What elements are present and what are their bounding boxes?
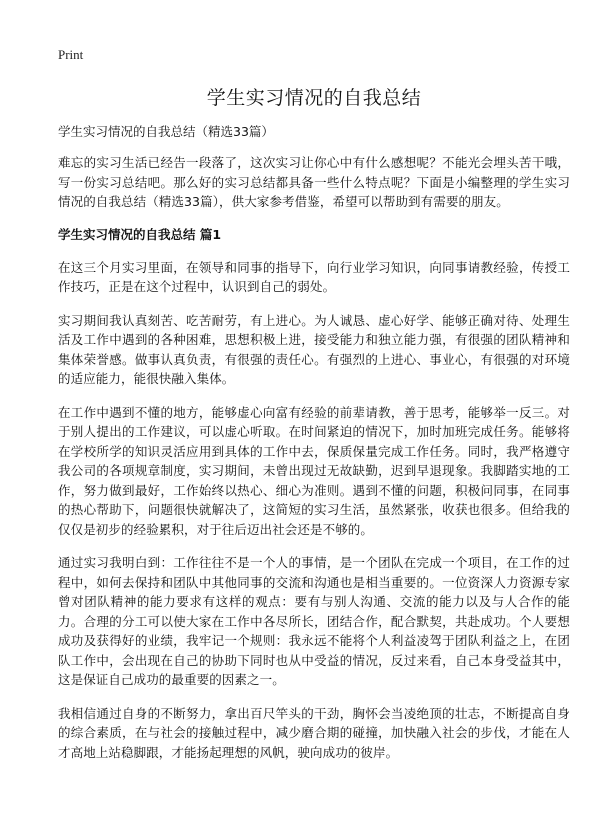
- print-link[interactable]: Print: [58, 47, 84, 62]
- document-subtitle: 学生实习情况的自我总结（精选33篇）: [58, 124, 274, 139]
- page-title: 学生实习情况的自我总结: [206, 87, 422, 109]
- body-paragraph-1: 在这三个月实习里面，在领导和同事的指导下，向行业学习知识，向同事请教经验，传授工作技巧，正是在这个过程中，认识到自己的弱处。: [58, 259, 570, 294]
- body-paragraph-2: 实习期间我认真刻苦、吃苦耐劳，有上进心。为人诚恳、虚心好学、能够正确对待、处理生活及工作中遇到的各种困难，思想积极上进，接受能力和独立能力强，有很强的团队精神和集体荣誉感。做事认真负责，有很强的责任心。有强烈的上进心、事业心，有很强的对环境的适应能力，能很快融入集体。: [58, 312, 570, 386]
- intro-paragraph: 难忘的实习生活已经告一段落了，这次实习让你心中有什么感想呢？不能光会埋头苦干哦，写一份实习总结吧。那么好的实习总结都具备一些什么特点呢？下面是小编整理的学生实习情况的自我总结（精选33篇），供大家参考借鉴，希望可以帮助到有需要的朋友。: [58, 155, 570, 209]
- body-paragraph-4: 通过实习我明白到：工作往往不是一个人的事情，是一个团队在完成一个项目，在工作的过程中，如何去保持和团队中其他同事的交流和沟通也是相当重要的。一位资深人力资源专家曾对团队精神的能力要求有这样的观点：要有与别人沟通、交流的能力以及与人合作的能力。合理的分工可以使大家在工作中各尽所长，团结合作，配合默契，共赴成功。个人要想成功及获得好的业绩，我牢记一个规则：我永远不能将个人利益凌驾于团队利益之上，在团队工作中，会出现在自己的协助下同时也从中受益的情况，反过来看，自己本身受益其中，这是保证自己成功的最重要的因素之一。: [58, 555, 570, 687]
- section-heading: 学生实习情况的自我总结 篇1: [58, 226, 222, 242]
- body-paragraph-5: 我相信通过自身的不断努力，拿出百尺竿头的干劲，胸怀会当凌绝顶的壮志，不断提高自身的综合素质，在与社会的接触过程中，减少磨合期的碰撞，加快融入社会的步伐，才能在人才高地上站稳脚跟，才能扬起理想的风帆，驶向成功的彼岸。: [58, 705, 570, 760]
- body-paragraph-3: 在工作中遇到不懂的地方，能够虚心向富有经验的前辈请教，善于思考，能够举一反三。对于别人提出的工作建议，可以虚心听取。在时间紧迫的情况下，加时加班完成任务。能够将在学校所学的知识灵活应用到具体的工作中去，保质保量完成工作任务。同时，我严格遵守我公司的各项规章制度，实习期间，未曾出现过无故缺勤，迟到早退现象。我脚踏实地的工作，努力做到最好，工作始终以热心、细心为准则。遇到不懂的问题，积极问同事，在同事的热心帮助下，问题很快就解决了，这简短的实习生活，虽然紧张，收获也很多。但给我的仅仅是初步的经验累积，对于往后迈出社会还是不够的。: [58, 404, 570, 537]
